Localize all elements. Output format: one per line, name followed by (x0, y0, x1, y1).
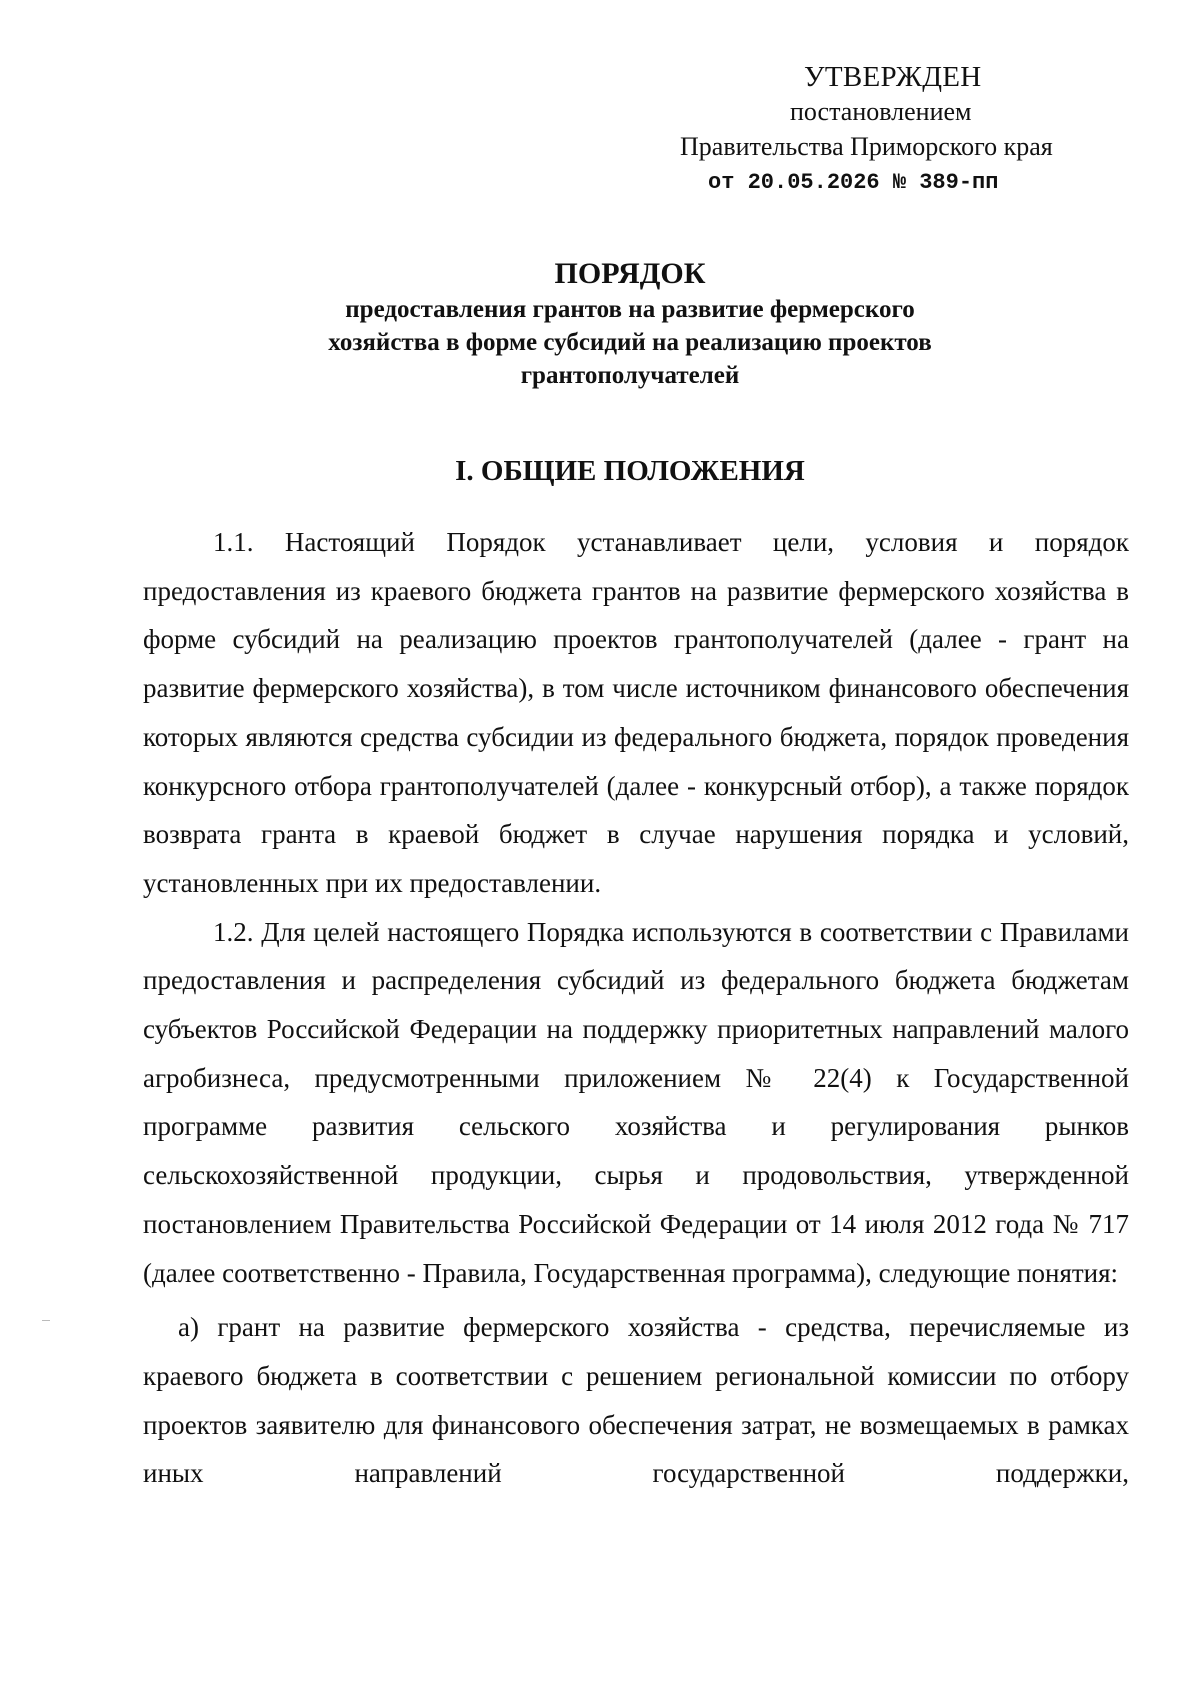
margin-mark (42, 1320, 50, 1321)
document-subtitle-line-3: грантополучателей (520, 362, 740, 389)
section-heading: I. ОБЩИЕ ПОЛОЖЕНИЯ (455, 455, 805, 487)
paragraph-1-2: 1.2. Для целей настоящего Порядка используются в соответствии с Правилами предоставления и распределения субсидий из федерального бюджета бюджетам субъектов Российской Федерации на поддержку приоритетных направлений малого агробизнеса, предусмотренными приложением № 22(4) к Государственной программе развития сельского хозяйства и регулирования рынков сельскохозяйственной продукции, сырья и продовольствия, утвержденной постановлением Правительства Российской Федерации от 14 июля 2012 года № 717 (далее соответственно - Правила, Государственная программа), следующие понятия: (143, 916, 1129, 1288)
paragraph-1-1: 1.1. Настоящий Порядок устанавливает цели, условия и порядок предоставления из краевого бюджета грантов на развитие фермерского хозяйства в форме субсидий на реализацию проектов грантополучателей (далее - грант на развитие фермерского хозяйства), в том числе источником финансового обеспечения которых являются средства субсидии из федерального бюджета, порядок проведения конкурсного отбора грантополучателей (далее - конкурсный отбор), а также порядок возврата гранта в краевой бюджет в случае нарушения порядка и условий, установленных при их предоставлении. (143, 527, 1129, 898)
paragraph-item-a: а) грант на развитие фермерского хозяйства - средства, перечисляемые из краевого бюджета в соответствии с решением региональной комиссии по отбору проектов заявителю для финансового обеспечения затрат, не возмещаемых в рамках иных направлений государственной поддержки, (143, 1312, 1129, 1489)
approval-by: постановлением (790, 97, 972, 126)
document-subtitle-line-1: предоставления грантов на развитие фермерского (345, 296, 915, 323)
approval-stamp: УТВЕРЖДЕН (804, 61, 982, 93)
document-title: ПОРЯДОК (554, 257, 706, 290)
document-subtitle-line-2: хозяйства в форме субсидий на реализацию проектов (328, 329, 932, 356)
document-title-block (140, 255, 1120, 392)
approval-date-number: от 20.05.2026 № 389-пп (708, 170, 999, 195)
approval-stamp-block (680, 60, 1100, 198)
document-body (143, 518, 1129, 1498)
approval-authority: Правительства Приморского края (680, 132, 1053, 161)
